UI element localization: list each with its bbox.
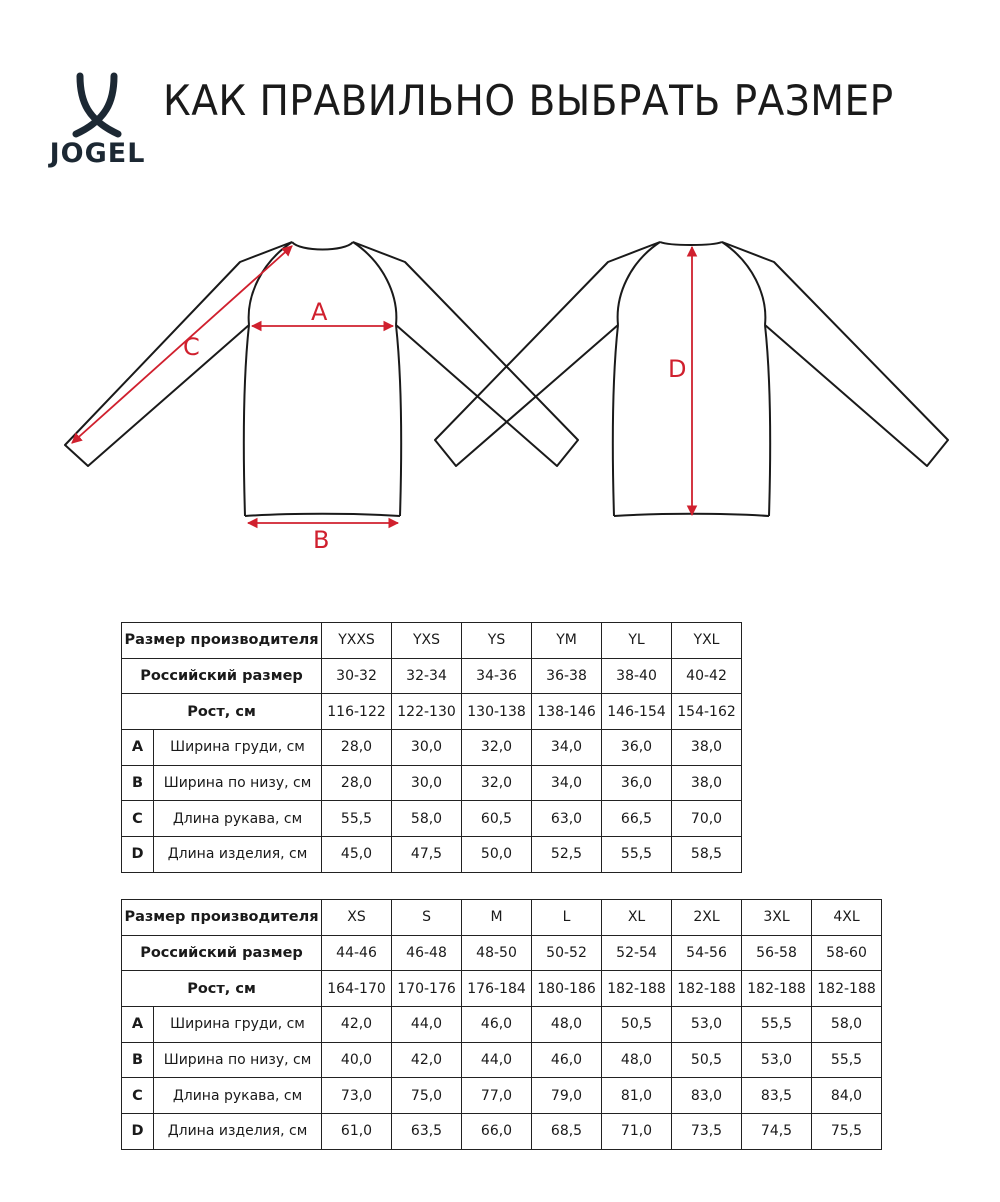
value-cell: 50,5 [602,1007,672,1043]
ru-size-cell: 50-52 [532,935,602,971]
ru-size-cell: 32-34 [392,658,462,694]
row-letter: D [122,837,154,873]
value-cell: 75,0 [392,1078,462,1114]
value-cell: 32,0 [462,765,532,801]
value-cell: 66,0 [462,1114,532,1150]
value-cell: 55,5 [322,801,392,837]
table-row-hem-width [122,765,742,801]
value-cell: 46,0 [532,1042,602,1078]
value-cell: 84,0 [812,1078,882,1114]
height-cell: 170-176 [392,971,462,1007]
height-label: Рост, см [122,971,322,1007]
height-cell: 182-188 [672,971,742,1007]
ru-size-cell: 58-60 [812,935,882,971]
measure-a-label: A [311,298,328,326]
value-cell: 50,0 [462,837,532,873]
table-row-manufacturer-size [122,900,882,936]
value-cell: 53,0 [742,1042,812,1078]
table-row-russian-size [122,658,742,694]
value-cell: 60,5 [462,801,532,837]
value-cell: 75,5 [812,1114,882,1150]
value-cell: 52,5 [532,837,602,873]
height-cell: 116-122 [322,694,392,730]
value-cell: 79,0 [532,1078,602,1114]
row-letter: A [122,1007,154,1043]
row-letter: B [122,1042,154,1078]
ru-size-cell: 48-50 [462,935,532,971]
manufacturer-size-label: Размер производителя [122,900,322,936]
table-row-garment-length [122,1114,882,1150]
value-cell: 55,5 [742,1007,812,1043]
row-label: Длина рукава, см [154,1078,322,1114]
value-cell: 38,0 [672,765,742,801]
value-cell: 70,0 [672,801,742,837]
table-row-sleeve-length [122,801,742,837]
ru-size-cell: 46-48 [392,935,462,971]
value-cell: 48,0 [532,1007,602,1043]
value-cell: 48,0 [602,1042,672,1078]
row-label: Длина рукава, см [154,801,322,837]
ru-size-cell: 38-40 [602,658,672,694]
value-cell: 83,0 [672,1078,742,1114]
height-cell: 122-130 [392,694,462,730]
ru-size-cell: 54-56 [672,935,742,971]
value-cell: 40,0 [322,1042,392,1078]
height-cell: 176-184 [462,971,532,1007]
value-cell: 34,0 [532,765,602,801]
value-cell: 32,0 [462,730,532,766]
row-letter: B [122,765,154,801]
ru-size-cell: 40-42 [672,658,742,694]
value-cell: 44,0 [392,1007,462,1043]
page-title: КАК ПРАВИЛЬНО ВЫБРАТЬ РАЗМЕР [163,76,894,125]
value-cell: 28,0 [322,730,392,766]
value-cell: 63,0 [532,801,602,837]
size-cell: XS [322,900,392,936]
size-cell: 2XL [672,900,742,936]
height-cell: 164-170 [322,971,392,1007]
height-cell: 154-162 [672,694,742,730]
value-cell: 73,0 [322,1078,392,1114]
height-cell: 138-146 [532,694,602,730]
value-cell: 77,0 [462,1078,532,1114]
russian-size-label: Российский размер [122,658,322,694]
size-cell: S [392,900,462,936]
table-row-sleeve-length [122,1078,882,1114]
front-view [65,242,578,516]
table-row-height [122,694,742,730]
table-row-manufacturer-size [122,623,742,659]
value-cell: 55,5 [812,1042,882,1078]
size-cell: 3XL [742,900,812,936]
value-cell: 58,0 [812,1007,882,1043]
value-cell: 30,0 [392,765,462,801]
size-cell: YXL [672,623,742,659]
size-cell: YM [532,623,602,659]
ru-size-cell: 30-32 [322,658,392,694]
value-cell: 53,0 [672,1007,742,1043]
height-cell: 146-154 [602,694,672,730]
value-cell: 45,0 [322,837,392,873]
front-right-sleeve [353,242,578,466]
value-cell: 34,0 [532,730,602,766]
value-cell: 30,0 [392,730,462,766]
table-row-chest-width [122,730,742,766]
brand-name: JOGEL [49,138,146,169]
row-label: Ширина по низу, см [154,765,322,801]
row-label: Ширина груди, см [154,730,322,766]
value-cell: 81,0 [602,1078,672,1114]
back-right-sleeve [722,242,948,466]
ru-size-cell: 56-58 [742,935,812,971]
table-row-hem-width [122,1042,882,1078]
measure-c-line [72,246,292,443]
size-table-adult [121,899,882,1150]
value-cell: 61,0 [322,1114,392,1150]
row-letter: C [122,801,154,837]
value-cell: 73,5 [672,1114,742,1150]
size-cell: YL [602,623,672,659]
row-label: Ширина груди, см [154,1007,322,1043]
value-cell: 28,0 [322,765,392,801]
row-letter: A [122,730,154,766]
height-cell: 130-138 [462,694,532,730]
russian-size-label: Российский размер [122,935,322,971]
size-cell: 4XL [812,900,882,936]
ru-size-cell: 44-46 [322,935,392,971]
height-cell: 182-188 [812,971,882,1007]
row-letter: D [122,1114,154,1150]
table-row-chest-width [122,1007,882,1043]
garment-diagram [0,0,1000,600]
value-cell: 42,0 [392,1042,462,1078]
value-cell: 42,0 [322,1007,392,1043]
back-collar [660,242,722,245]
value-cell: 55,5 [602,837,672,873]
table-row-russian-size [122,935,882,971]
size-table-kids [121,622,742,873]
value-cell: 38,0 [672,730,742,766]
value-cell: 83,5 [742,1078,812,1114]
table-row-garment-length [122,837,742,873]
row-label: Длина изделия, см [154,837,322,873]
row-label: Ширина по низу, см [154,1042,322,1078]
size-cell: L [532,900,602,936]
value-cell: 71,0 [602,1114,672,1150]
size-cell: M [462,900,532,936]
height-cell: 180-186 [532,971,602,1007]
value-cell: 58,5 [672,837,742,873]
ru-size-cell: 36-38 [532,658,602,694]
table-row-height [122,971,882,1007]
ru-size-cell: 52-54 [602,935,672,971]
row-letter: C [122,1078,154,1114]
size-cell: YXS [392,623,462,659]
ru-size-cell: 34-36 [462,658,532,694]
value-cell: 74,5 [742,1114,812,1150]
value-cell: 47,5 [392,837,462,873]
measure-b-label: B [313,526,330,554]
size-cell: YS [462,623,532,659]
measure-c-label: C [183,333,200,361]
size-cell: YXXS [322,623,392,659]
size-cell: XL [602,900,672,936]
height-cell: 182-188 [602,971,672,1007]
height-cell: 182-188 [742,971,812,1007]
value-cell: 68,5 [532,1114,602,1150]
back-left-sleeve [435,242,660,466]
value-cell: 36,0 [602,730,672,766]
height-label: Рост, см [122,694,322,730]
front-collar [292,242,353,250]
value-cell: 46,0 [462,1007,532,1043]
value-cell: 36,0 [602,765,672,801]
value-cell: 66,5 [602,801,672,837]
value-cell: 63,5 [392,1114,462,1150]
manufacturer-size-label: Размер производителя [122,623,322,659]
value-cell: 50,5 [672,1042,742,1078]
measure-d-label: D [668,355,687,383]
row-label: Длина изделия, см [154,1114,322,1150]
value-cell: 58,0 [392,801,462,837]
value-cell: 44,0 [462,1042,532,1078]
